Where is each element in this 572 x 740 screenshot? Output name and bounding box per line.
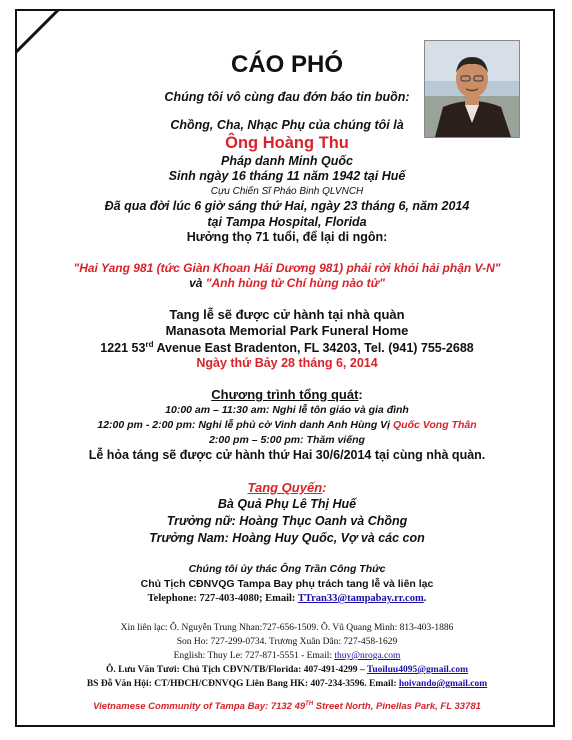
- age-line: Hưởng thọ 71 tuổi, để lại di ngôn:: [186, 230, 388, 244]
- contact-doctor: BS Đỗ Văn Hội: CT/HĐCH/CĐNVQG Liên Bang HK: 407-234-3596. Email:: [86, 679, 399, 689]
- contact-english-email-link[interactable]: thuy@nroga.com: [334, 651, 401, 661]
- contact-chairman-email-link[interactable]: Tuoiluu4095@gmail.com: [366, 665, 469, 675]
- deceased-name: Ông Hoàng Thu: [225, 134, 349, 152]
- funeral-home: Manasota Memorial Park Funeral Home: [165, 323, 409, 338]
- family-heading: [17, 480, 555, 495]
- footer-text: Vietnamese Community of Tampa Bay: 7132 49: [93, 701, 306, 713]
- trustee-line-1: Chúng tôi ủy thác Ông Trần Công Thức: [188, 563, 386, 575]
- family-heading-text: Tang Quyến: [247, 480, 323, 495]
- program-item-3: 2:00 pm – 5:00 pm: Thăm viếng: [209, 434, 365, 446]
- contact-line-1: Xin liên lạc: Ô. Nguyễn Trung Nhan:727-656-1509. Ô. Vũ Quang Minh: 813-403-1886: [120, 623, 454, 633]
- contact-english: English: Thuy Le: 727-871-5551 - Email:: [173, 651, 335, 661]
- last-words-conjunction: và: [189, 276, 203, 290]
- last-words-line-1: "Hai Yang 981 (tức Giàn Khoan Hải Dương 981) phải rời khỏi hải phận V-N": [73, 261, 501, 275]
- relation-line: Chồng, Cha, Nhạc Phụ của chúng tôi là: [170, 118, 404, 132]
- contact-doctor-email-link[interactable]: hoivando@gmail.com: [398, 679, 488, 689]
- trustee-period: .: [423, 593, 427, 604]
- obituary-frame: [15, 9, 555, 727]
- program-item-2-highlight: Quốc Vong Thân: [393, 419, 477, 431]
- address-suffix: rd: [145, 340, 154, 349]
- place-line: tại Tampa Hospital, Florida: [207, 215, 367, 229]
- dharma-name: Pháp danh Minh Quốc: [221, 154, 353, 168]
- funeral-intro: Tang lễ sẽ được cử hành tại nhà quàn: [169, 307, 405, 322]
- veteran-line: Cựu Chiến Sĩ Pháo Binh QLVNCH: [210, 186, 364, 197]
- contact-line-4: [17, 665, 555, 675]
- trustee-email-link[interactable]: TTran33@tampabay.rr.com: [297, 593, 424, 604]
- program-item-2: [17, 419, 555, 431]
- intro-line: Chúng tôi vô cùng đau đớn báo tin buồn:: [164, 90, 410, 104]
- last-words-line-2: [17, 276, 555, 290]
- community-footer: [17, 701, 555, 712]
- family-member-2: Trưởng nữ: Hoàng Thục Oanh và Chồng: [166, 514, 408, 528]
- program-item-2-text: 12:00 pm - 2:00 pm: Nghi lễ phủ cờ Vinh danh Anh Hùng Vị: [97, 419, 394, 431]
- family-member-1: Bà Quả Phụ Lê Thị Huế: [217, 497, 357, 511]
- page-title: CÁO PHÓ: [230, 51, 343, 78]
- contact-line-5: [17, 679, 555, 689]
- funeral-date: Ngày thứ Bảy 28 tháng 6, 2014: [196, 356, 378, 370]
- program-heading-text: Chương trình tổng quát: [211, 387, 359, 402]
- family-heading-colon: :: [322, 480, 327, 495]
- address-rest: Avenue East Bradenton, FL 34203, Tel. (941) 755-2688: [153, 341, 474, 356]
- contact-chairman: Ô. Lưu Văn Tươi: Chủ Tịch CĐVN/TB/Florida: 407-491-4299 –: [105, 665, 367, 675]
- address-number: 1221 53: [100, 341, 146, 356]
- family-member-3: Trưởng Nam: Hoàng Huy Quốc, Vợ và các con: [149, 531, 425, 545]
- trustee-phone: Telephone: 727-403-4080; Email:: [147, 593, 298, 604]
- program-heading: [17, 387, 555, 402]
- last-words-quote: "Anh hùng tử Chí hùng nào tử": [205, 276, 385, 290]
- contact-line-2: Son Ho: 727-299-0734. Trương Xuân Dân: 727-458-1629: [176, 637, 398, 647]
- trustee-line-2: Chủ Tịch CĐNVQG Tampa Bay phụ trách tang lễ và liên lạc: [140, 578, 434, 590]
- cremation-line: Lễ hỏa táng sẽ được cử hành thứ Hai 30/6/2014 tại cùng nhà quàn.: [88, 448, 486, 462]
- birth-line: Sinh ngày 16 tháng 11 năm 1942 tại Huế: [168, 169, 406, 183]
- contact-line-3: [17, 651, 555, 661]
- passed-line: Đã qua đời lúc 6 giờ sáng thứ Hai, ngày 23 tháng 6, năm 2014: [104, 199, 470, 213]
- footer-text-rest: Street North, Pinellas Park, FL 33781: [313, 701, 481, 713]
- program-item-1: 10:00 am – 11:30 am: Nghi lễ tôn giáo và gia đình: [165, 404, 409, 416]
- funeral-address: [17, 340, 555, 355]
- program-heading-colon: :: [358, 387, 363, 402]
- footer-suffix: TH: [305, 701, 314, 707]
- trustee-contact: [17, 593, 555, 604]
